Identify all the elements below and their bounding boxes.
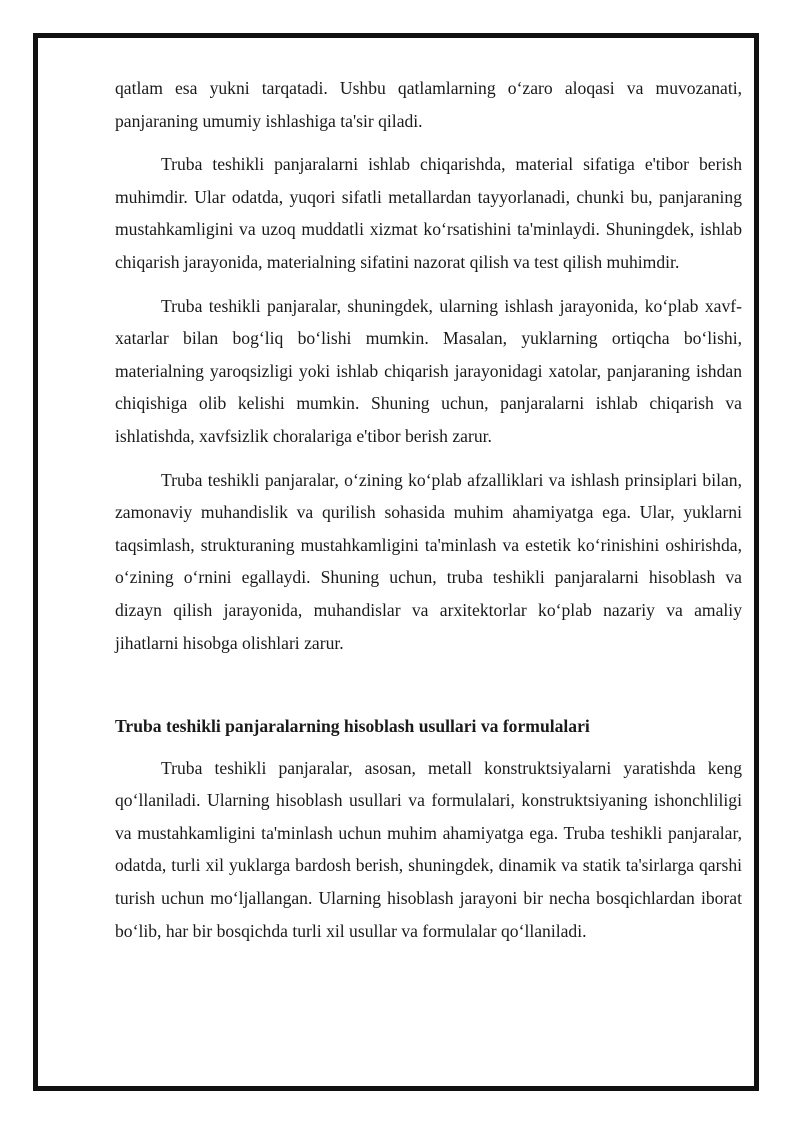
- paragraph-risks: Truba teshikli panjaralar, shuningdek, ularning ishlash jarayonida, ko‘plab xavf-xatarlar bilan bog‘liq bo‘lishi mumkin. Masalan, yuklarning ortiqcha bo‘lishi, materialning yaroqsizligi yoki ishlab chiqarish jarayonidagi xatolar, panjaraning ishdan chiqishiga olib kelishi mumkin. Shuning uchun, panjaralarni ishlab chiqarish va ishlatishda, xavfsizlik choralariga e'tibor berish zarur.: [115, 295, 742, 446]
- paragraph-continuation: qatlam esa yukni tarqatadi. Ushbu qatlamlarning o‘zaro aloqasi va muvozanati, panjaraning umumiy ishlashiga ta'sir qiladi.: [115, 78, 742, 131]
- paragraph-material-quality: Truba teshikli panjaralarni ishlab chiqarishda, material sifatiga e'tibor berish muhimdir. Ular odatda, yuqori sifatli metallardan tayyorlanadi, chunki bu, panjaraning mustahkamligini va uzoq muddatli xizmat ko‘rsatishini ta'minlaydi. Shuningdek, ishlab chiqarish jarayonida, materialning sifatini nazorat qilish va test qilish muhimdir.: [115, 154, 742, 272]
- section-heading: Truba teshikli panjaralarning hisoblash usullari va formulalari: [115, 716, 590, 737]
- paragraph-advantages: Truba teshikli panjaralar, o‘zining ko‘plab afzalliklari va ishlash prinsiplari bilan, zamonaviy muhandislik va qurilish sohasida muhim ahamiyatga ega. Ular, yuklarni taqsimlash, strukturaning mustahkamligini ta'minlash va estetik ko‘rinishini oshirishda, o‘zining o‘rnini egallaydi. Shuning uchun, truba teshikli panjaralarni hisoblash va dizayn qilish jarayonida, muhandislar va arxitektorlar ko‘plab nazariy va amaliy jihatlarni hisobga olishlari zarur.: [115, 469, 742, 653]
- paragraph-calculation-methods: Truba teshikli panjaralar, asosan, metall konstruktsiyalarni yaratishda keng qo‘llaniladi. Ularning hisoblash usullari va formulalari, konstruktsiyaning ishonchliligi va mustahkamligini ta'minlash uchun muhim ahamiyatga ega. Truba teshikli panjaralar, odatda, turli xil yuklarga bardosh berish, shuningdek, dinamik va statik ta'sirlarga qarshi turish uchun mo‘ljallangan. Ularning hisoblash jarayoni bir necha bosqichlardan iborat bo‘lib, har bir bosqichda turli xil usullar va formulalar qo‘llaniladi.: [115, 757, 742, 941]
- document-body: [115, 72, 742, 958]
